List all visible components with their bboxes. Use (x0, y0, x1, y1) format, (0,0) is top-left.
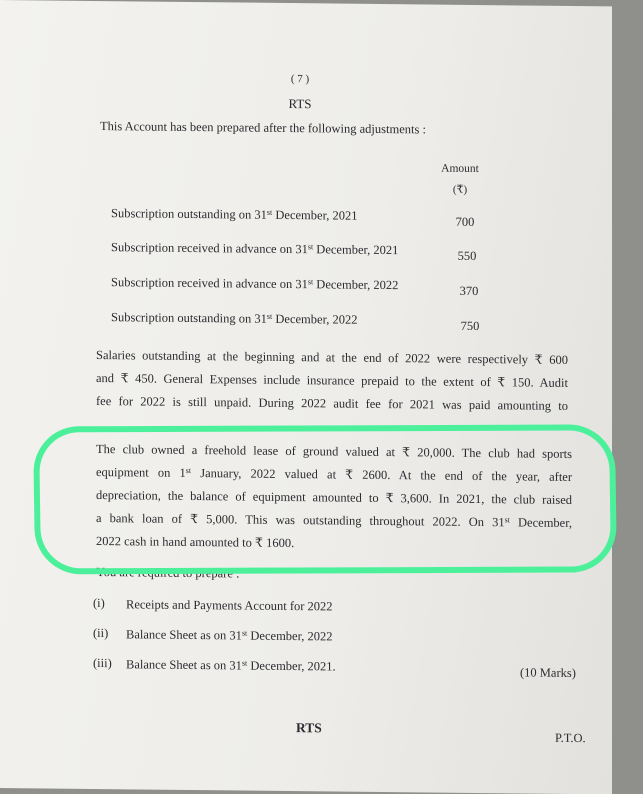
adjustment-row-amount: 370 (459, 283, 479, 299)
paragraph-line: The club owned a freehold lease of ground valued at ₹ 20,000. The club had sports (96, 442, 572, 461)
adjustment-row-amount: 700 (455, 214, 475, 229)
marks-label: (10 Marks) (520, 665, 576, 681)
required-item-text: Receipts and Payments Account for 2022 (126, 597, 333, 614)
amount-column-header: Amount (441, 162, 479, 176)
paragraph-line: depreciation, the balance of equipment amounted to ₹ 3,600. In 2021, the club raised (96, 488, 572, 507)
adjustment-row-label: Subscription outstanding on 31st December, 2021 (111, 206, 358, 223)
salaries-paragraph (96, 344, 568, 418)
required-item-number: (iii) (93, 655, 112, 671)
required-item-text: Balance Sheet as on 31st December, 2021. (126, 657, 336, 674)
adjustment-row-label: Subscription received in advance on 31st December, 2021 (111, 240, 399, 258)
required-item-text: Balance Sheet as on 31st December, 2022 (126, 627, 333, 644)
adjustment-row-amount: 750 (460, 318, 480, 334)
adjustment-row-amount: 550 (457, 248, 477, 263)
required-heading: You are required to prepare : (96, 565, 240, 581)
adjustment-row-label: Subscription received in advance on 31st December, 2022 (111, 275, 399, 293)
required-item-number: (ii) (93, 625, 109, 641)
page-header-code: RTS (288, 96, 312, 112)
paragraph-line: fee for 2022 is still unpaid. During 2022 audit fee for 2021 was paid amounting to (96, 394, 568, 413)
amount-column-unit: (₹) (452, 183, 468, 196)
pto-label: P.T.O. (555, 730, 586, 746)
required-item-number: (i) (93, 595, 105, 611)
paragraph-line: 2022 cash in hand amounted to ₹ 1600. (96, 534, 295, 551)
adjustment-row-label: Subscription outstanding on 31st December, 2022 (111, 310, 358, 327)
paragraph-line: and ₹ 450. General Expenses include insurance prepaid to the extent of ₹ 150. Audit (96, 371, 568, 390)
page-number: ( 7 ) (290, 73, 310, 86)
intro-text: This Account has been prepared after the following adjustments : (100, 119, 426, 137)
footer-code: RTS (296, 720, 322, 736)
paragraph-line: equipment on 1st January, 2022 valued at ₹ 2600. At the end of the year, after (96, 465, 573, 484)
paragraph-line: a bank loan of ₹ 5,000. This was outstanding throughout 2022. On 31st December, (96, 511, 573, 530)
green-highlight-circle (33, 424, 617, 574)
paragraph-line: Salaries outstanding at the beginning and at the end of 2022 were respectively ₹ 600 (96, 348, 568, 367)
